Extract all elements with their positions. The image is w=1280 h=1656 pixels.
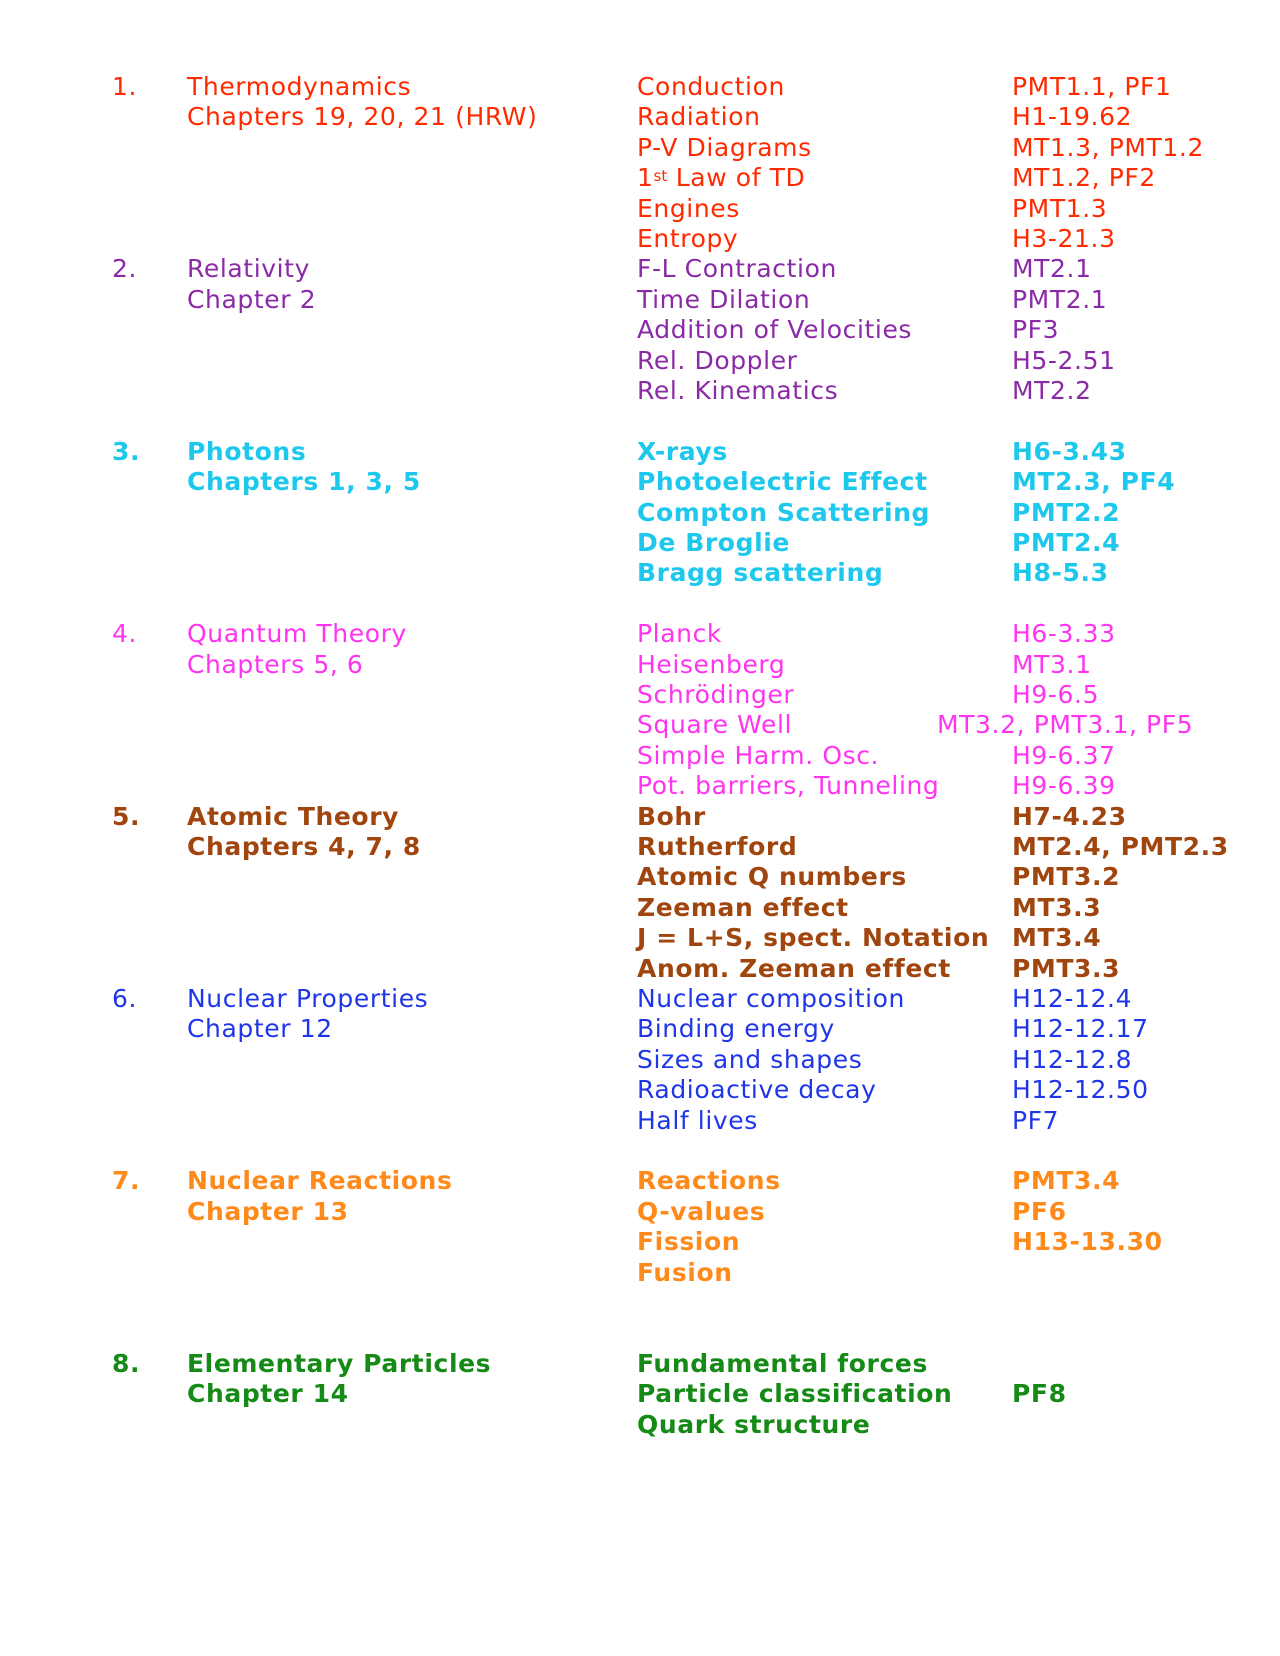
problem-reference: MT3.1 [1012,649,1092,679]
problem-reference: H6-3.43 [1012,436,1127,466]
topic-item: Atomic Q numbers [637,862,907,892]
topic-item: Fission [637,1227,741,1257]
problem-reference: H5-2.51 [1012,345,1116,375]
topic-item: X-rays [637,436,728,466]
topic-item: Square Well [637,710,793,740]
problem-reference: MT1.3, PMT1.2 [1012,132,1204,162]
topic-item: Zeeman effect [637,892,849,922]
section-8-chapters: Chapter 14 [187,1379,349,1409]
section-3-chapters: Chapters 1, 3, 5 [187,467,421,497]
topic-item: Time Dilation [637,284,811,314]
section-7-number: 7. [112,1166,141,1196]
topic-item: Half lives [637,1105,758,1135]
problem-reference: PMT3.3 [1012,953,1121,983]
section-3-number: 3. [112,436,141,466]
topic-item: Compton Scattering [637,497,931,527]
topic-item: Nuclear composition [637,984,905,1013]
topic-item: Rel. Doppler [637,345,798,375]
topic-item: Addition of Velocities [637,315,913,345]
problem-reference: H12-12.17 [1012,1014,1149,1044]
section-5-number: 5. [112,801,141,831]
topic-item: Fusion [637,1257,733,1287]
topic-item: Photoelectric Effect [637,467,928,497]
problem-reference: H9-6.39 [1012,771,1116,801]
problem-reference: PF8 [1012,1379,1067,1409]
ordinal-suffix: st [653,167,668,186]
topic-item: Pot. barriers, Tunneling [637,771,940,801]
problem-reference: PF3 [1012,315,1060,345]
topic-item: Quark structure [637,1409,871,1439]
problem-reference: MT2.2 [1012,376,1092,405]
topic-item: Schrödinger [637,680,795,709]
topic-item: Conduction [637,72,785,101]
topic-item: Simple Harm. Osc. [637,740,880,770]
topic-item: 1st Law of TD [637,163,806,193]
section-3-title: Photons [187,436,307,466]
section-6-title: Nuclear Properties [187,984,429,1013]
problem-reference: MT3.3 [1012,892,1102,922]
problem-reference: H7-4.23 [1012,801,1127,831]
problem-reference: MT3.2, PMT3.1, PF5 [937,710,1194,740]
problem-reference: MT2.4, PMT2.3 [1012,832,1229,861]
topic-item: Radiation [637,102,761,132]
topic-item: Rel. Kinematics [637,376,839,405]
problem-reference: MT3.4 [1012,923,1102,953]
section-7-title: Nuclear Reactions [187,1166,453,1196]
topic-item: Sizes and shapes [637,1044,863,1074]
section-2-number: 2. [112,254,138,284]
topic-item: Heisenberg [637,649,786,679]
problem-reference: PMT2.2 [1012,497,1121,527]
problem-reference: H13-13.30 [1012,1227,1163,1257]
section-4-chapters: Chapters 5, 6 [187,649,364,679]
problem-reference: H3-21.3 [1012,224,1116,253]
topic-item: Planck [637,619,723,649]
topic-item: Fundamental forces [637,1348,928,1378]
problem-reference: PF7 [1012,1105,1060,1135]
section-6-chapters: Chapter 12 [187,1014,333,1044]
section-4-number: 4. [112,619,138,649]
problem-reference: H6-3.33 [1012,619,1116,649]
problem-reference: PMT3.4 [1012,1166,1121,1196]
topic-item: P-V Diagrams [637,132,812,162]
topic-item: Reactions [637,1166,781,1196]
topic-item: Rutherford [637,832,798,861]
problem-reference: PMT3.2 [1012,862,1121,892]
problem-reference: H12-12.50 [1012,1075,1149,1105]
section-4-title: Quantum Theory [187,619,407,649]
topic-item: J = L+S, spect. Notation [637,923,990,953]
topic-item: Bragg scattering [637,558,884,588]
problem-reference: PMT1.3 [1012,193,1108,223]
problem-reference: H12-12.4 [1012,984,1133,1013]
problem-reference: H12-12.8 [1012,1044,1133,1074]
problem-reference: MT2.3, PF4 [1012,467,1176,497]
problem-reference: PMT2.4 [1012,528,1121,557]
section-2-title: Relativity [187,254,310,284]
topic-item: Anom. Zeeman effect [637,953,951,983]
section-1-title: Thermodynamics [187,72,412,101]
section-8-number: 8. [112,1348,141,1378]
section-7-chapters: Chapter 13 [187,1196,349,1226]
section-1-number: 1. [112,72,138,101]
problem-reference: H8-5.3 [1012,558,1109,588]
topic-item: Engines [637,193,740,223]
problem-reference: PF6 [1012,1196,1067,1226]
topic-item: Radioactive decay [637,1075,877,1105]
problem-reference: H1-19.62 [1012,102,1133,132]
problem-reference: PMT2.1 [1012,284,1108,314]
problem-reference: H9-6.5 [1012,680,1100,709]
topic-item: Binding energy [637,1014,835,1044]
section-2-chapters: Chapter 2 [187,284,317,314]
topic-item: Bohr [637,801,706,831]
problem-reference: H9-6.37 [1012,740,1116,770]
section-1-chapters: Chapters 19, 20, 21 (HRW) [187,102,538,132]
section-6-number: 6. [112,984,138,1013]
topic-item: De Broglie [637,528,790,557]
section-5-title: Atomic Theory [187,801,400,831]
problem-reference: MT1.2, PF2 [1012,163,1156,193]
topic-item: F-L Contraction [637,254,837,284]
section-8-title: Elementary Particles [187,1348,492,1378]
topic-item: Entropy [637,224,739,253]
topic-item: Q-values [637,1196,766,1226]
section-5-chapters: Chapters 4, 7, 8 [187,832,421,861]
problem-reference: PMT1.1, PF1 [1012,72,1172,101]
problem-reference: MT2.1 [1012,254,1092,284]
topic-item: Particle classification [637,1379,953,1409]
